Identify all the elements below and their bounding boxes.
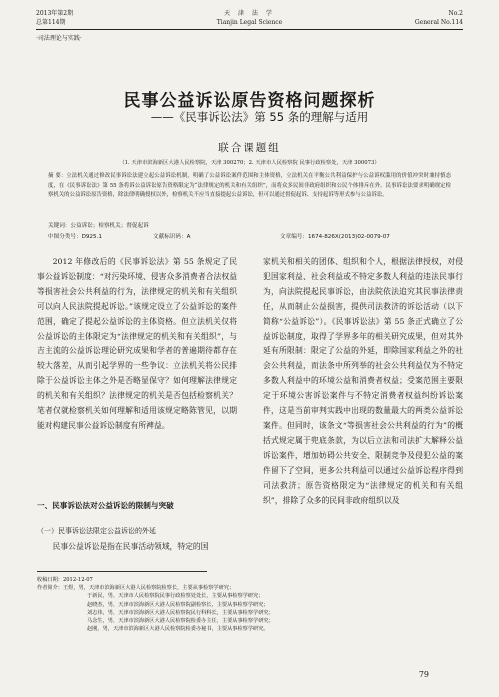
clc-number: 中图分类号：D925.1 [48,234,102,240]
total-issue-label: 总第114期 [36,19,66,26]
header-rule [36,29,463,30]
footnote-author: 作者简介：王煜，男，天津市滨海新区大港人民检察院检察长，主要从事检察学研究； [37,585,235,592]
article-title: 民事公益诉讼原告资格问题探析 [123,91,376,111]
body-paragraph: 家机关和相关的团体、组织和个人，根据法律授权，对侵犯国家利益、社会利益或不特定多数人利益的违法民事行为，向法院提起民事诉讼，由法院依法追究其民事法律责任，从而制止公益损害，提供司法救济的诉讼活动（以下简称“公益诉讼”）。《民事诉讼法》第 55 条正式确立了公益诉讼制度，取得了学界多年的相关研究成果，但对其外延有所限制：限定了公益的外延，即除国家利益之外的社会公共利益，而法条中所列举的社会公共利益仅为不特定多数人利益中的环境公益和消费者权益；受案范围主要限定于环境公害诉讼案件与不特定消费者权益纠纷诉讼案件，这是当前审判实践中出现的数量最大的两类公益诉讼案件。但同时，该条文“等损害社会公共利益的行为”的概括式规定属于兜底条款，为以后立法和司法扩大解释公益诉讼案件，增加妨碍公共安全、限制竞争及侵犯公益的案件留下了空间，更多公共利益可以通过公益诉讼程序得到司法救济；原告资格限定为“法律规定的机关和有关组织”，排除了众多的民间非政府组织以及 [263,257,463,505]
footnote-rule [37,571,207,572]
body-right-column [263,255,463,508]
article-number: 文章编号：1674-826X(2013)02-0079-07 [280,234,390,240]
issue-number: No.2 [448,10,463,17]
section-label: ·司法理论与实践· [36,35,82,42]
footnote-author: 赵刚，男，天津市滨海新区大港人民检察院检委办秘书，主要从事检察学研究。 [87,626,269,633]
abstract: 摘 要：立法机关通过修改民事诉讼法建立起公益诉讼机制，明确了公益诉讼案件范围和主体资格，立法机关在平衡公共利益保护与公益诉权滥用的价值冲突时兼持慎态度，在《民事诉讼法》第 55 条将诉公益诉讼原告资格限定为“法律规定的机关和有关组织”，而将众多民间非政府组织和公民个体排斥在外。民事诉讼法要求明确规定检察机关的公益诉讼原告资格，除法律明确授权以外，检察机关不应当直接提起公益诉讼，但可以通过督促起诉、支持起诉等形式参与公益诉讼。 [48,173,451,199]
body-left-column [37,255,237,434]
journal-name-cn: 天 津 法 学 [224,10,275,17]
section-heading: 一、民事诉讼法对公益诉讼的限制与突破 [37,501,174,510]
authors: 联合课题组 [218,142,281,154]
body-paragraph: 民事公益诉讼是指在民事活动领域，特定的国 [52,542,209,551]
footnote-received: 收稿日期：2012-12-07 [37,577,93,583]
footnote-author: 刘志伟，男，天津市滨海新区大港人民检察院民行科科长，主要从事检察学研究； [87,609,274,616]
subsection-heading: （一）民事诉讼法限定公益诉讼的外延 [37,527,156,535]
footnote-author: 马念生，男，天津市滨海新区大港人民检察院检委办主任，主要从事检察学研究； [87,618,274,625]
issue-label: 2013年第2期 [36,10,74,17]
article-subtitle: ——《民事诉讼法》第 55 条的理解与适用 [150,110,369,124]
keywords: 关键词：公益诉讼；检察机关；督促起诉 [48,223,149,229]
footnote-author: 赵晓杰，男，天津市滨海新区大港人民检察院副检察长，主要从事检察学研究； [87,601,269,608]
page-number: 79 [418,670,429,679]
document-code: 文献标识码：A [153,234,191,240]
footnote-author: 于新民，男，天津市人民检察院民事行政检察处处长，主要从事检察学研究； [87,593,264,600]
body-left-column-continued [37,540,237,555]
serial-number: General No.114 [414,19,463,26]
footnotes [37,576,463,633]
affiliation: （1. 天津市滨海新区大港人民检察院，天津 300270；2. 天津市人民检察院 民事行政检察处，天津 300073） [119,160,380,166]
body-paragraph: 2012 年修改后的《民事诉讼法》第 55 条规定了民事公益诉讼制度：“对污染环境、侵害众多消费者合法权益等损害社会公共利益的行为，法律规定的机关和有关组织可以向人民法院提起诉讼。”该规定设立了公益诉讼的案件范围，确定了提起公益诉讼的主体资格。但立法机关仅将公益诉讼的主体限定为“法律规定的机关和有关组织”，与吉主流的公益诉讼理论研究成果和学者的普遍期待都存在较大落差，从而引起学界的一些争议：立法机关将公民排除于公益诉讼主体之外是否略显保守？如何理解法律规定的机关和有关组织？法律规定的机关是否包括检察机关？笔者仅就检察机关如何理解和适用该规定略陈管见，以期能对构建民事公益诉讼制度有所裨益。 [37,257,237,430]
journal-name-en: Tianjin Legal Science [216,19,283,26]
